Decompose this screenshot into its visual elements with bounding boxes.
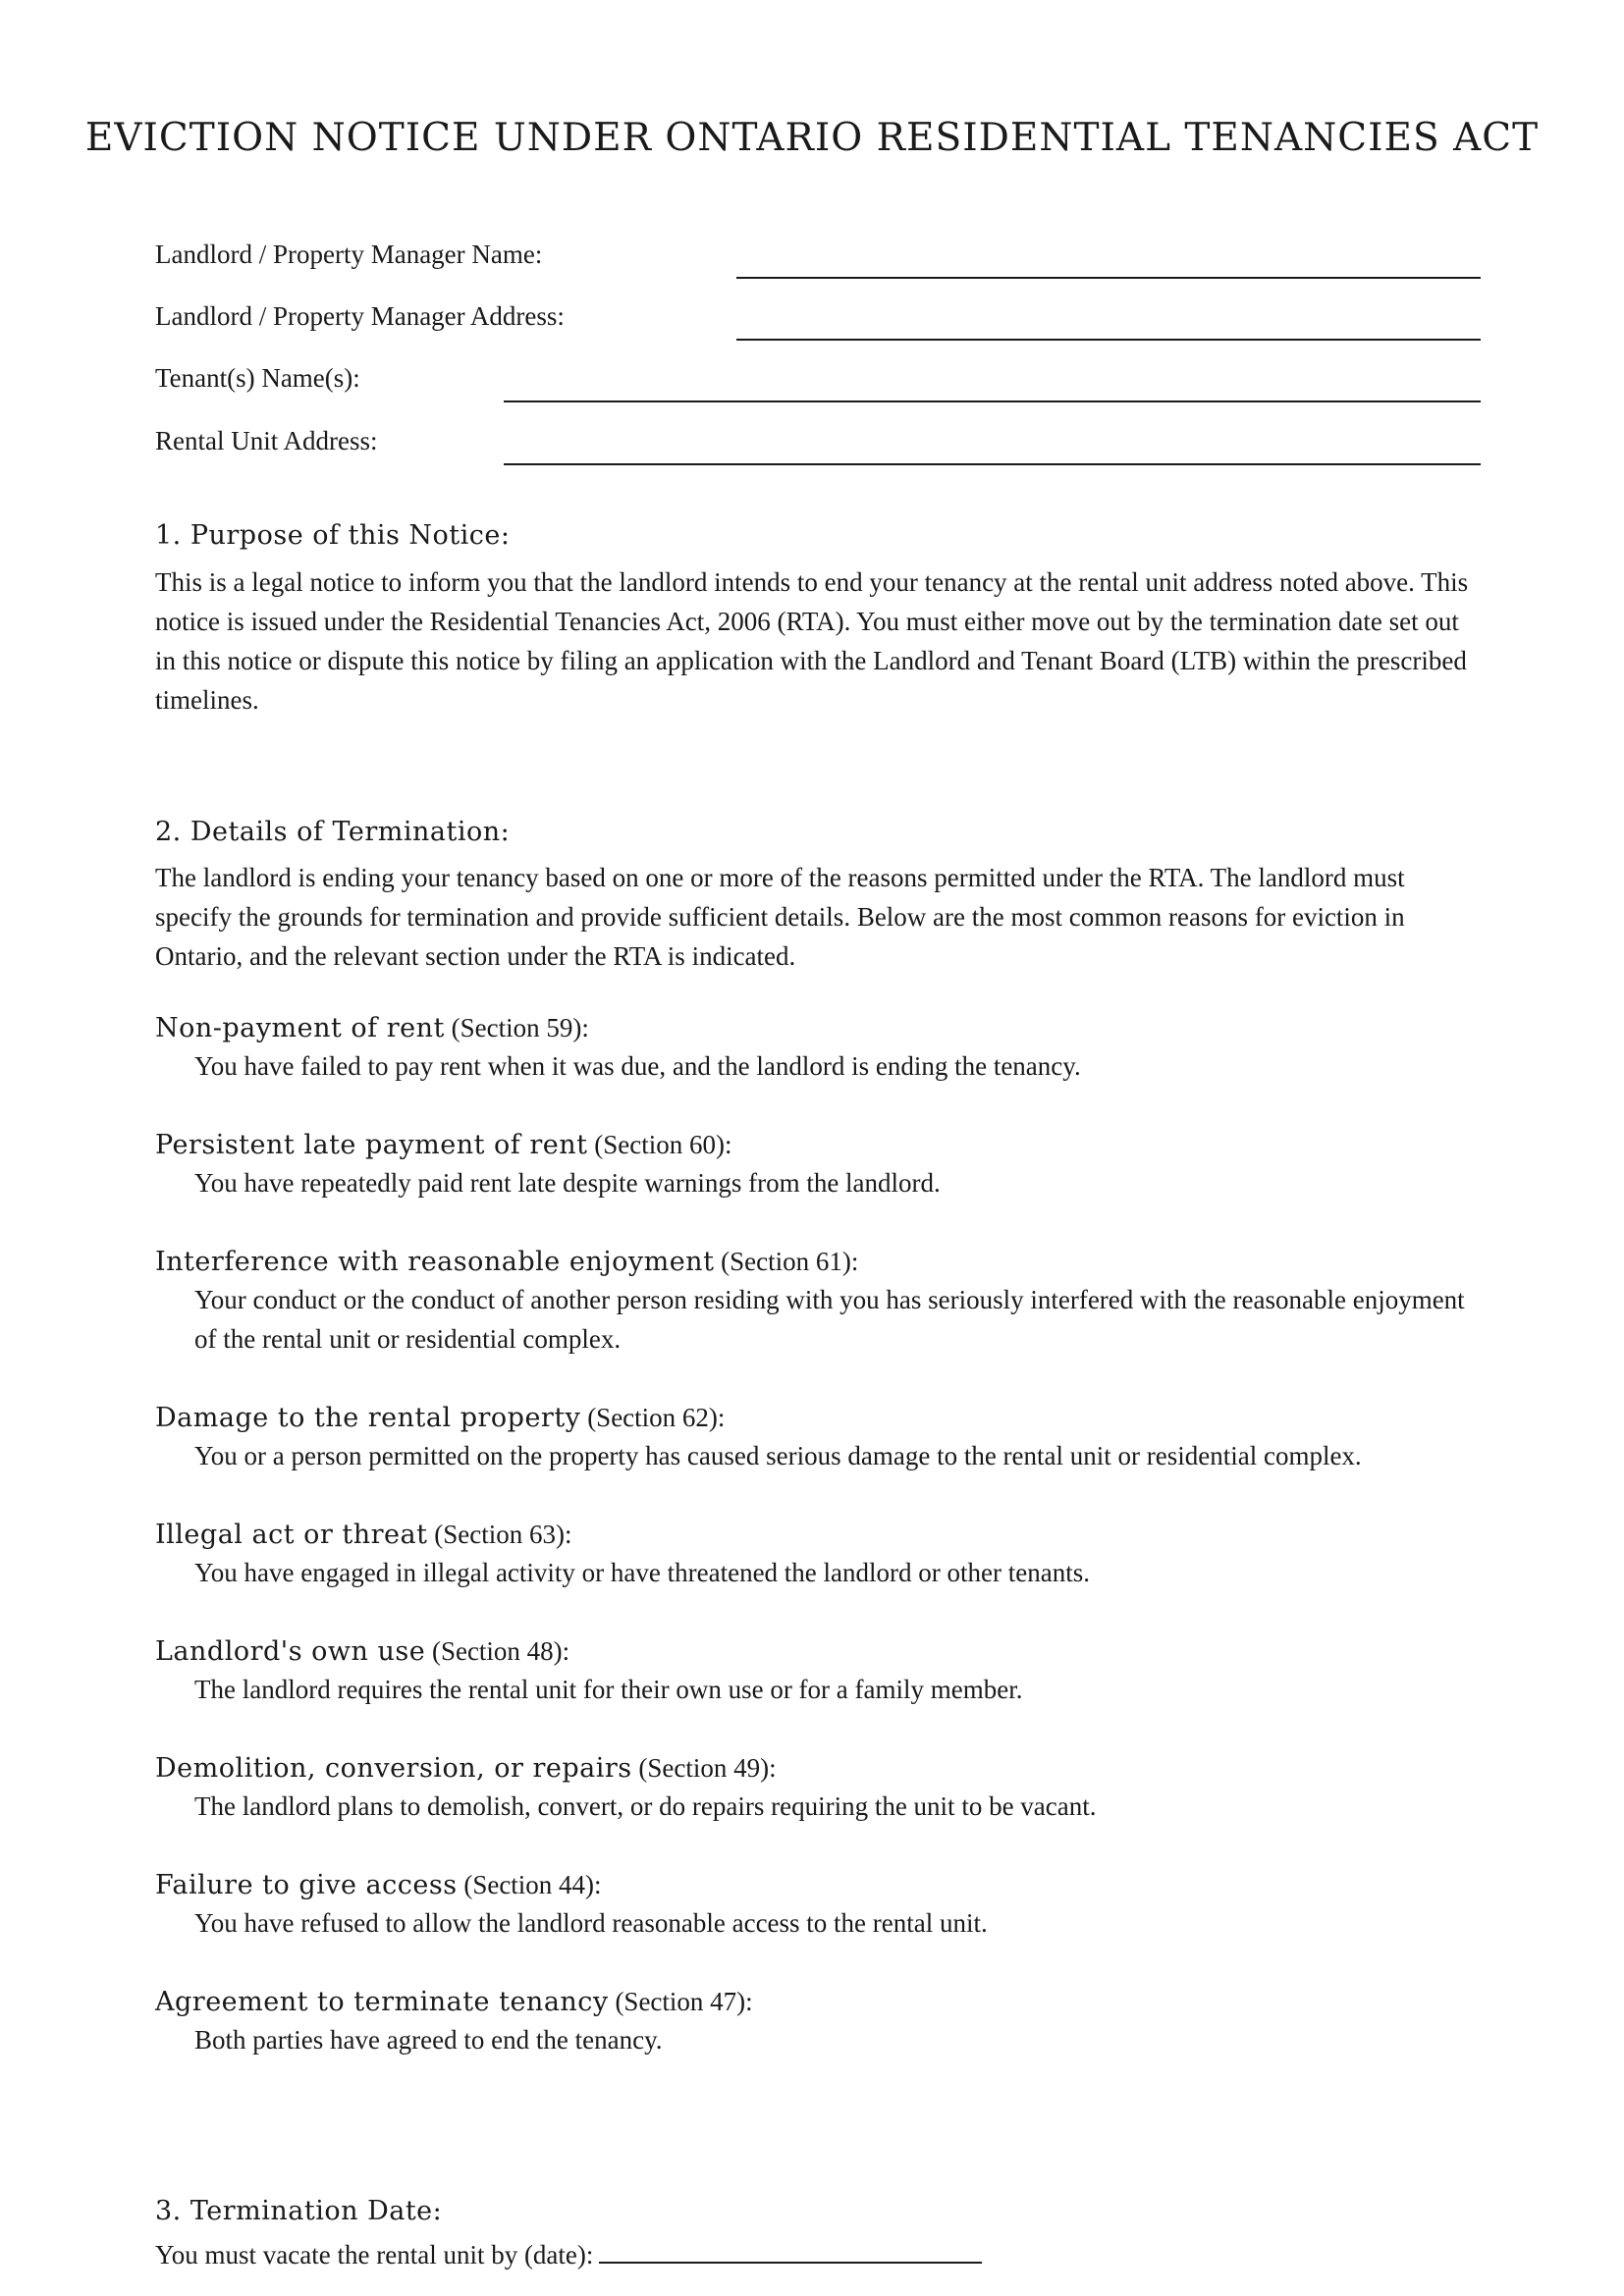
vacate-date-field — [155, 2238, 982, 2270]
reason-description: Both parties have agreed to end the tenancy. — [194, 2025, 663, 2055]
reason-section: (Section 63): — [427, 1520, 572, 1549]
reason-title — [155, 1247, 858, 1277]
reason-description: You have failed to pay rent when it was due, and the landlord is ending the tenancy. — [194, 1051, 1081, 1081]
reason-description: The landlord requires the rental unit for their own use or for a family member. — [194, 1675, 1023, 1704]
reason-section: (Section 59): — [444, 1013, 589, 1042]
reason-title — [155, 1636, 569, 1667]
reason-title — [155, 1870, 602, 1900]
reason-name: Damage to the rental property — [155, 1403, 581, 1433]
reason-section: (Section 61): — [714, 1247, 859, 1276]
reason-title — [155, 1987, 753, 2017]
reason-section: (Section 48): — [425, 1636, 570, 1666]
reason-section: (Section 49): — [631, 1753, 777, 1783]
reason-section: (Section 62): — [580, 1403, 726, 1432]
vacate-date-line[interactable] — [599, 2238, 982, 2264]
section2-heading: 2. Details of Termination: — [155, 817, 511, 847]
reason-description: You have engaged in illegal activity or have threatened the landlord or other tenants. — [194, 1558, 1090, 1587]
reason-description: You or a person permitted on the property has caused serious damage to the rental unit or residential complex. — [194, 1441, 1362, 1470]
reason-section: (Section 60): — [587, 1130, 732, 1159]
reason-name: Landlord's own use — [155, 1636, 426, 1667]
reason-name: Interference with reasonable enjoyment — [155, 1247, 715, 1277]
section1-body: This is a legal notice to inform you that the landlord intends to end your tenancy at the rental unit address noted above. This notice is issued under the Residential Tenancies Act, 2006 (RTA). You must either move out by the termination date set out in this notice or dispute this notice by filing an application with the Landlord and Tenant Board (LTB) within the prescribed timelines. — [155, 567, 1469, 715]
reason-description: Your conduct or the conduct of another person residing with you has seriously interfered with the reasonable enjoyment of the rental unit or residential complex. — [194, 1285, 1465, 1354]
reason-name: Non-payment of rent — [155, 1013, 445, 1043]
reason-description: The landlord plans to demolish, convert, or do repairs requiring the unit to be vacant. — [194, 1791, 1097, 1821]
landlord-address-field — [155, 301, 1481, 341]
vacate-date-label: You must vacate the rental unit by (date): — [155, 2240, 594, 2269]
tenant-names-line[interactable] — [504, 400, 1481, 402]
reason-name: Persistent late payment of rent — [155, 1130, 588, 1160]
section2-body: The landlord is ending your tenancy based on one or more of the reasons permitted under the RTA. The landlord must specify the grounds for termination and provide sufficient details. Below are the most common reasons for eviction in Ontario, and the relevant section under the RTA is indicated. — [155, 863, 1405, 971]
landlord-address-label: Landlord / Property Manager Address: — [155, 301, 565, 331]
reason-name: Agreement to terminate tenancy — [155, 1987, 609, 2017]
reason-description: You have refused to allow the landlord reasonable access to the rental unit. — [194, 1908, 988, 1938]
reason-description: You have repeatedly paid rent late despite warnings from the landlord. — [194, 1168, 941, 1198]
landlord-name-field — [155, 240, 1481, 279]
reason-name: Failure to give access — [155, 1870, 458, 1900]
rental-address-line[interactable] — [504, 463, 1481, 465]
rental-address-label: Rental Unit Address: — [155, 426, 378, 455]
reason-title — [155, 1753, 777, 1784]
reason-title — [155, 1520, 571, 1550]
landlord-address-line[interactable] — [736, 339, 1481, 341]
reason-section: (Section 47): — [608, 1987, 753, 2016]
landlord-name-label: Landlord / Property Manager Name: — [155, 240, 543, 269]
reason-name: Demolition, conversion, or repairs — [155, 1753, 632, 1784]
reason-section: (Section 44): — [457, 1870, 602, 1899]
reason-title — [155, 1013, 589, 1043]
landlord-name-line[interactable] — [736, 277, 1481, 279]
tenant-names-label: Tenant(s) Name(s): — [155, 363, 360, 393]
reason-title — [155, 1130, 731, 1160]
document-title: EVICTION NOTICE UNDER ONTARIO RESIDENTIAL TENANCIES ACT — [84, 116, 1540, 160]
section1-heading: 1. Purpose of this Notice: — [155, 520, 511, 551]
reason-name: Illegal act or threat — [155, 1520, 428, 1550]
tenant-names-field — [155, 363, 1481, 402]
rental-address-field — [155, 426, 1481, 465]
section3-heading: 3. Termination Date: — [155, 2196, 443, 2226]
reason-title — [155, 1403, 725, 1433]
